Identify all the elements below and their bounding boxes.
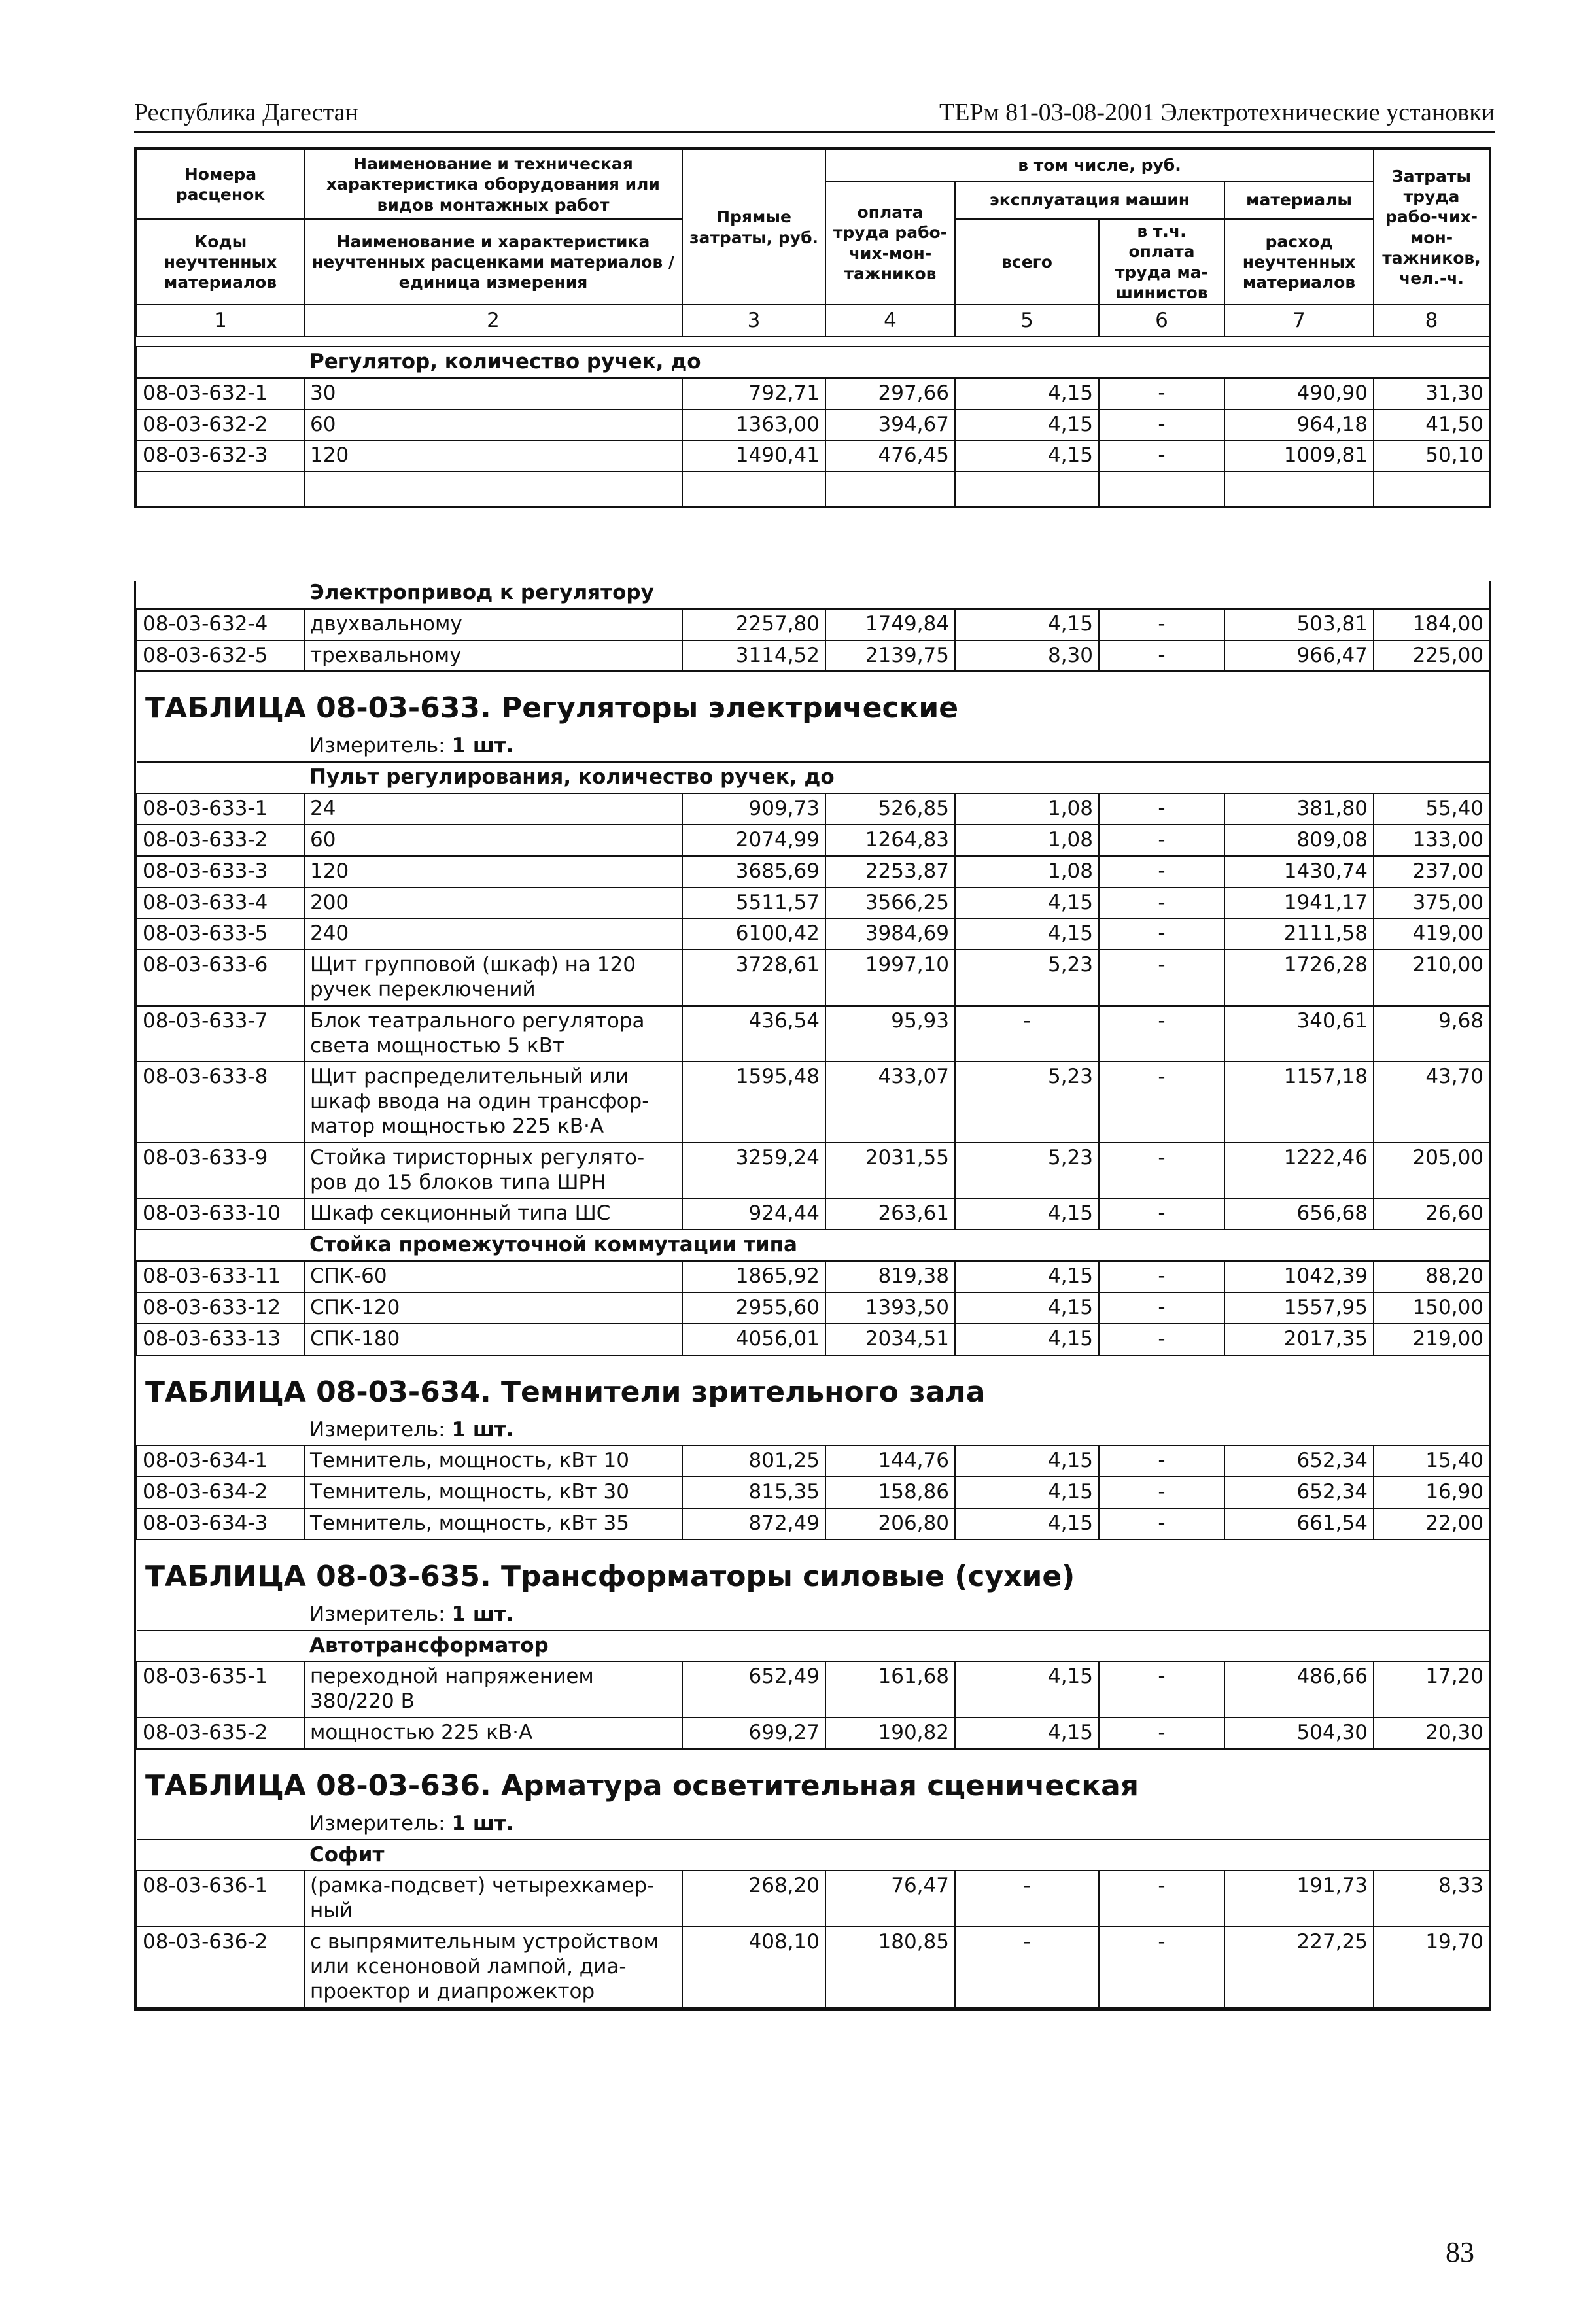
machines-labor: - — [1099, 1292, 1224, 1324]
rate-name: Шкаф секционный типа ШС — [304, 1198, 682, 1230]
materials-cost: 490,90 — [1224, 378, 1374, 409]
group-title: Регулятор, количество ручек, до — [304, 347, 1489, 378]
group-title: Автотрансформатор — [304, 1631, 1489, 1662]
table-row — [137, 1477, 1489, 1508]
rate-code: 08-03-632-3 — [137, 440, 304, 472]
group-title: Электропривод к регулятору — [304, 581, 1489, 609]
materials-cost: 504,30 — [1224, 1718, 1374, 1749]
machines-labor: - — [1099, 856, 1224, 888]
materials-cost: 1941,17 — [1224, 888, 1374, 919]
labor-pay: 2139,75 — [825, 640, 955, 672]
rate-code: 08-03-634-1 — [137, 1445, 304, 1477]
header-material-codes: Коды неучтенных материалов — [137, 219, 304, 305]
machines-total: 4,15 — [955, 440, 1099, 472]
direct-cost: 1595,48 — [682, 1062, 825, 1142]
machines-total: 4,15 — [955, 378, 1099, 409]
labor-pay: 3566,25 — [825, 888, 955, 919]
machines-total: 5,23 — [955, 1143, 1099, 1199]
rate-code: 08-03-633-10 — [137, 1198, 304, 1230]
labor-pay: 1393,50 — [825, 1292, 955, 1324]
table-row — [137, 609, 1489, 640]
column-number: 7 — [1224, 305, 1374, 336]
machines-labor: - — [1099, 1718, 1224, 1749]
direct-cost: 924,44 — [682, 1198, 825, 1230]
machines-labor: - — [1099, 825, 1224, 856]
direct-cost: 2074,99 — [682, 825, 825, 856]
direct-cost: 4056,01 — [682, 1324, 825, 1355]
direct-cost: 3259,24 — [682, 1143, 825, 1199]
machines-labor: - — [1099, 440, 1224, 472]
labor-pay: 206,80 — [825, 1508, 955, 1540]
labor-hours: 22,00 — [1374, 1508, 1489, 1540]
labor-hours: 50,10 — [1374, 440, 1489, 472]
table-row — [137, 1292, 1489, 1324]
machines-total: 1,08 — [955, 825, 1099, 856]
header-labor-pay: оплата труда рабо-чих-мон-тажников — [825, 181, 955, 305]
direct-cost: 2257,80 — [682, 609, 825, 640]
direct-cost: 815,35 — [682, 1477, 825, 1508]
labor-hours: 19,70 — [1374, 1927, 1489, 2007]
materials-cost: 966,47 — [1224, 640, 1374, 672]
direct-cost: 268,20 — [682, 1871, 825, 1927]
table-row — [137, 1324, 1489, 1355]
direct-cost: 3685,69 — [682, 856, 825, 888]
unit-value: 1 шт. — [451, 1602, 514, 1626]
materials-cost: 1726,28 — [1224, 950, 1374, 1006]
header-document-code: ТЕРм 81-03-08-2001 Электротехнические установки — [939, 99, 1495, 126]
materials-cost: 340,61 — [1224, 1006, 1374, 1062]
unit-value: 1 шт. — [451, 1417, 514, 1442]
table-row — [137, 825, 1489, 856]
machines-labor: - — [1099, 1661, 1224, 1718]
table-row — [137, 440, 1489, 472]
rate-code: 08-03-635-2 — [137, 1718, 304, 1749]
machines-total: 4,15 — [955, 1508, 1099, 1540]
table-sheet-top — [134, 147, 1491, 508]
table-title: ТАБЛИЦА 08-03-636. Арматура осветительная сценическая — [145, 1769, 1139, 1803]
materials-cost: 1157,18 — [1224, 1062, 1374, 1142]
machines-labor: - — [1099, 1445, 1224, 1477]
materials-cost: 809,08 — [1224, 825, 1374, 856]
table-row — [137, 378, 1489, 409]
labor-hours: 15,40 — [1374, 1445, 1489, 1477]
rate-code: 08-03-633-11 — [137, 1261, 304, 1292]
table-row — [137, 1062, 1489, 1142]
machines-total: 5,23 — [955, 1062, 1099, 1142]
rate-code: 08-03-636-2 — [137, 1927, 304, 2007]
labor-hours: 41,50 — [1374, 409, 1489, 441]
machines-total: 4,15 — [955, 1324, 1099, 1355]
materials-cost: 503,81 — [1224, 609, 1374, 640]
machines-labor: - — [1099, 1261, 1224, 1292]
labor-hours: 20,30 — [1374, 1718, 1489, 1749]
direct-cost: 909,73 — [682, 793, 825, 825]
table-row — [137, 409, 1489, 441]
blank-row — [137, 472, 1489, 507]
header-codes-top: Номера расценок — [137, 150, 304, 219]
rates-table-632 — [136, 346, 1490, 508]
rate-code: 08-03-632-5 — [137, 640, 304, 672]
table-title: ТАБЛИЦА 08-03-634. Темнители зрительного зала — [145, 1375, 986, 1409]
unit-label: Измеритель: — [309, 1811, 445, 1835]
table-row — [137, 1261, 1489, 1292]
rate-name: (рамка-подсвет) четырехкамер-ный — [304, 1871, 682, 1927]
materials-cost: 1430,74 — [1224, 856, 1374, 888]
labor-hours: 210,00 — [1374, 950, 1489, 1006]
rate-name: 120 — [304, 856, 682, 888]
machines-labor: - — [1099, 1143, 1224, 1199]
direct-cost: 652,49 — [682, 1661, 825, 1718]
machines-labor: - — [1099, 1927, 1224, 2007]
rates-table-636 — [136, 1809, 1490, 2009]
machines-labor: - — [1099, 640, 1224, 672]
labor-pay: 297,66 — [825, 378, 955, 409]
header-materials-use: расход неучтенных материалов — [1224, 219, 1374, 305]
labor-hours: 133,00 — [1374, 825, 1489, 856]
column-number: 4 — [825, 305, 955, 336]
machines-total: 4,15 — [955, 1292, 1099, 1324]
rates-table-634 — [136, 1415, 1490, 1540]
rate-name: 120 — [304, 440, 682, 472]
machines-total: 4,15 — [955, 1661, 1099, 1718]
labor-hours: 26,60 — [1374, 1198, 1489, 1230]
machines-total: - — [955, 1871, 1099, 1927]
table-row — [137, 1445, 1489, 1477]
table-row — [137, 640, 1489, 672]
labor-hours: 88,20 — [1374, 1261, 1489, 1292]
labor-pay: 95,93 — [825, 1006, 955, 1062]
rate-code: 08-03-633-8 — [137, 1062, 304, 1142]
direct-cost: 801,25 — [682, 1445, 825, 1477]
direct-cost: 872,49 — [682, 1508, 825, 1540]
machines-labor: - — [1099, 950, 1224, 1006]
rate-name: 60 — [304, 409, 682, 441]
machines-total: - — [955, 1927, 1099, 2007]
group-title: Стойка промежуточной коммутации типа — [304, 1230, 1489, 1261]
group-title: Пульт регулирования, количество ручек, до — [304, 762, 1489, 793]
rate-name: 240 — [304, 918, 682, 950]
machines-total: 5,23 — [955, 950, 1099, 1006]
table-row — [137, 793, 1489, 825]
labor-pay: 263,61 — [825, 1198, 955, 1230]
labor-hours: 16,90 — [1374, 1477, 1489, 1508]
column-number: 3 — [682, 305, 825, 336]
unit-value: 1 шт. — [451, 734, 514, 758]
direct-cost: 1363,00 — [682, 409, 825, 441]
machines-total: 4,15 — [955, 1445, 1099, 1477]
machines-total: 4,15 — [955, 1718, 1099, 1749]
machines-labor: - — [1099, 1006, 1224, 1062]
table-row — [137, 1871, 1489, 1927]
labor-hours: 184,00 — [1374, 609, 1489, 640]
materials-cost: 1557,95 — [1224, 1292, 1374, 1324]
rate-code: 08-03-633-3 — [137, 856, 304, 888]
header-material-names: Наименование и характеристика неучтенных расценками материалов / единица измерения — [304, 219, 682, 305]
rate-name: СПК-120 — [304, 1292, 682, 1324]
rate-code: 08-03-633-12 — [137, 1292, 304, 1324]
machines-total: 4,15 — [955, 918, 1099, 950]
labor-pay: 3984,69 — [825, 918, 955, 950]
materials-cost: 486,66 — [1224, 1661, 1374, 1718]
table-row — [137, 856, 1489, 888]
labor-pay: 394,67 — [825, 409, 955, 441]
machines-labor: - — [1099, 888, 1224, 919]
table-title: ТАБЛИЦА 08-03-633. Регуляторы электрические — [145, 691, 959, 725]
header-including: в том числе, руб. — [825, 150, 1374, 181]
rate-code: 08-03-632-1 — [137, 378, 304, 409]
rate-code: 08-03-633-13 — [137, 1324, 304, 1355]
table-row — [137, 1927, 1489, 2007]
header-machines-total: всего — [955, 219, 1099, 305]
rate-name: Блок театрального регулятора света мощностью 5 кВт — [304, 1006, 682, 1062]
rate-name: Щит групповой (шкаф) на 120 ручек переключений — [304, 950, 682, 1006]
labor-pay: 1997,10 — [825, 950, 955, 1006]
rates-table-632-cont — [136, 581, 1490, 672]
labor-pay: 2253,87 — [825, 856, 955, 888]
labor-pay: 526,85 — [825, 793, 955, 825]
direct-cost: 408,10 — [682, 1927, 825, 2007]
labor-hours: 225,00 — [1374, 640, 1489, 672]
labor-hours: 9,68 — [1374, 1006, 1489, 1062]
labor-hours: 31,30 — [1374, 378, 1489, 409]
direct-cost: 2955,60 — [682, 1292, 825, 1324]
labor-pay: 2031,55 — [825, 1143, 955, 1199]
labor-pay: 144,76 — [825, 1445, 955, 1477]
rate-name: мощностью 225 кВ·А — [304, 1718, 682, 1749]
rate-name: переходной напряжением 380/220 В — [304, 1661, 682, 1718]
labor-pay: 1264,83 — [825, 825, 955, 856]
machines-labor: - — [1099, 793, 1224, 825]
rate-code: 08-03-633-1 — [137, 793, 304, 825]
machines-labor: - — [1099, 918, 1224, 950]
rate-name: Стойка тиристорных регулято-ров до 15 блоков типа ШРН — [304, 1143, 682, 1199]
table-sheet-main — [134, 581, 1491, 2011]
machines-total: 4,15 — [955, 1198, 1099, 1230]
header-materials: материалы — [1224, 181, 1374, 219]
rate-name: 200 — [304, 888, 682, 919]
machines-labor: - — [1099, 378, 1224, 409]
materials-cost: 227,25 — [1224, 1927, 1374, 2007]
machines-labor: - — [1099, 1871, 1224, 1927]
table-row — [137, 1006, 1489, 1062]
materials-cost: 964,18 — [1224, 409, 1374, 441]
table-row — [137, 1661, 1489, 1718]
rate-code: 08-03-635-1 — [137, 1661, 304, 1718]
rates-table-633 — [136, 731, 1490, 1355]
machines-labor: - — [1099, 1324, 1224, 1355]
rate-code: 08-03-632-4 — [137, 609, 304, 640]
direct-cost: 5511,57 — [682, 888, 825, 919]
rate-code: 08-03-633-7 — [137, 1006, 304, 1062]
labor-hours: 375,00 — [1374, 888, 1489, 919]
direct-cost: 6100,42 — [682, 918, 825, 950]
direct-cost: 3728,61 — [682, 950, 825, 1006]
machines-total: 4,15 — [955, 609, 1099, 640]
labor-hours: 419,00 — [1374, 918, 1489, 950]
labor-pay: 2034,51 — [825, 1324, 955, 1355]
table-row — [137, 1718, 1489, 1749]
column-number: 1 — [137, 305, 304, 336]
materials-cost: 656,68 — [1224, 1198, 1374, 1230]
direct-cost: 1865,92 — [682, 1261, 825, 1292]
materials-cost: 661,54 — [1224, 1508, 1374, 1540]
column-number: 2 — [304, 305, 682, 336]
column-number: 8 — [1374, 305, 1489, 336]
machines-total: 4,15 — [955, 1261, 1099, 1292]
materials-cost: 1009,81 — [1224, 440, 1374, 472]
table-row — [137, 888, 1489, 919]
labor-hours: 237,00 — [1374, 856, 1489, 888]
labor-pay: 76,47 — [825, 1871, 955, 1927]
rate-code: 08-03-633-2 — [137, 825, 304, 856]
machines-total: 4,15 — [955, 888, 1099, 919]
column-header-table — [136, 149, 1490, 337]
rate-name: СПК-60 — [304, 1261, 682, 1292]
labor-pay: 819,38 — [825, 1261, 955, 1292]
labor-hours: 8,33 — [1374, 1871, 1489, 1927]
column-number: 6 — [1099, 305, 1224, 336]
labor-pay: 161,68 — [825, 1661, 955, 1718]
materials-cost: 652,34 — [1224, 1445, 1374, 1477]
machines-total: 4,15 — [955, 1477, 1099, 1508]
header-labor-hours: Затраты труда рабо-чих-мон-тажников, чел.-ч. — [1374, 150, 1489, 305]
labor-pay: 180,85 — [825, 1927, 955, 2007]
machines-total: 4,15 — [955, 409, 1099, 441]
direct-cost: 436,54 — [682, 1006, 825, 1062]
rate-code: 08-03-634-2 — [137, 1477, 304, 1508]
unit-value: 1 шт. — [451, 1811, 514, 1835]
direct-cost: 1490,41 — [682, 440, 825, 472]
rate-code: 08-03-633-4 — [137, 888, 304, 919]
machines-total: 8,30 — [955, 640, 1099, 672]
labor-pay: 158,86 — [825, 1477, 955, 1508]
machines-total: 1,08 — [955, 856, 1099, 888]
direct-cost: 699,27 — [682, 1718, 825, 1749]
materials-cost: 1222,46 — [1224, 1143, 1374, 1199]
table-row — [137, 918, 1489, 950]
header-machines-labor: в т.ч. оплата труда ма-шинистов — [1099, 219, 1224, 305]
machines-total: - — [955, 1006, 1099, 1062]
rate-name: с выпрямительным устройством или ксеноновой лампой, диа-проектор и диапрожектор — [304, 1927, 682, 2007]
unit-label: Измеритель: — [309, 1417, 445, 1442]
rate-name: 60 — [304, 825, 682, 856]
table-row — [137, 1198, 1489, 1230]
column-number: 5 — [955, 305, 1099, 336]
unit-label: Измеритель: — [309, 734, 445, 758]
unit-label: Измеритель: — [309, 1602, 445, 1626]
materials-cost: 381,80 — [1224, 793, 1374, 825]
rate-code: 08-03-632-2 — [137, 409, 304, 441]
rate-code: 08-03-633-9 — [137, 1143, 304, 1199]
rate-name: 30 — [304, 378, 682, 409]
rates-table-635 — [136, 1600, 1490, 1750]
page-header — [134, 98, 1495, 133]
direct-cost: 3114,52 — [682, 640, 825, 672]
rate-name: 24 — [304, 793, 682, 825]
labor-pay: 190,82 — [825, 1718, 955, 1749]
header-region: Республика Дагестан — [134, 99, 358, 126]
labor-pay: 476,45 — [825, 440, 955, 472]
labor-hours: 55,40 — [1374, 793, 1489, 825]
machines-labor: - — [1099, 609, 1224, 640]
labor-hours: 17,20 — [1374, 1661, 1489, 1718]
machines-labor: - — [1099, 1062, 1224, 1142]
header-machines: эксплуатация машин — [955, 181, 1224, 219]
table-title: ТАБЛИЦА 08-03-635. Трансформаторы силовые (сухие) — [145, 1559, 1075, 1593]
rate-name: Щит распределительный или шкаф ввода на один трансфор-матор мощностью 225 кВ·А — [304, 1062, 682, 1142]
header-direct-costs: Прямые затраты, руб. — [682, 150, 825, 305]
rate-code: 08-03-634-3 — [137, 1508, 304, 1540]
materials-cost: 2111,58 — [1224, 918, 1374, 950]
header-name-top: Наименование и техническая характеристика оборудования или видов монтажных работ — [304, 150, 682, 219]
machines-labor: - — [1099, 1477, 1224, 1508]
table-row — [137, 950, 1489, 1006]
labor-hours: 219,00 — [1374, 1324, 1489, 1355]
rate-name: Темнитель, мощность, кВт 30 — [304, 1477, 682, 1508]
rate-code: 08-03-636-1 — [137, 1871, 304, 1927]
materials-cost: 1042,39 — [1224, 1261, 1374, 1292]
group-title: Софит — [304, 1840, 1489, 1871]
direct-cost: 792,71 — [682, 378, 825, 409]
machines-labor: - — [1099, 409, 1224, 441]
materials-cost: 652,34 — [1224, 1477, 1374, 1508]
rate-name: Темнитель, мощность, кВт 35 — [304, 1508, 682, 1540]
labor-pay: 1749,84 — [825, 609, 955, 640]
page-number: 83 — [1446, 2236, 1474, 2268]
materials-cost: 191,73 — [1224, 1871, 1374, 1927]
labor-pay: 433,07 — [825, 1062, 955, 1142]
labor-hours: 205,00 — [1374, 1143, 1489, 1199]
materials-cost: 2017,35 — [1224, 1324, 1374, 1355]
rate-name: СПК-180 — [304, 1324, 682, 1355]
rate-name: трехвальному — [304, 640, 682, 672]
labor-hours: 43,70 — [1374, 1062, 1489, 1142]
rate-name: двухвальному — [304, 609, 682, 640]
rate-name: Темнитель, мощность, кВт 10 — [304, 1445, 682, 1477]
table-row — [137, 1508, 1489, 1540]
machines-total: 1,08 — [955, 793, 1099, 825]
labor-hours: 150,00 — [1374, 1292, 1489, 1324]
rate-code: 08-03-633-5 — [137, 918, 304, 950]
machines-labor: - — [1099, 1198, 1224, 1230]
machines-labor: - — [1099, 1508, 1224, 1540]
table-row — [137, 1143, 1489, 1199]
rate-code: 08-03-633-6 — [137, 950, 304, 1006]
